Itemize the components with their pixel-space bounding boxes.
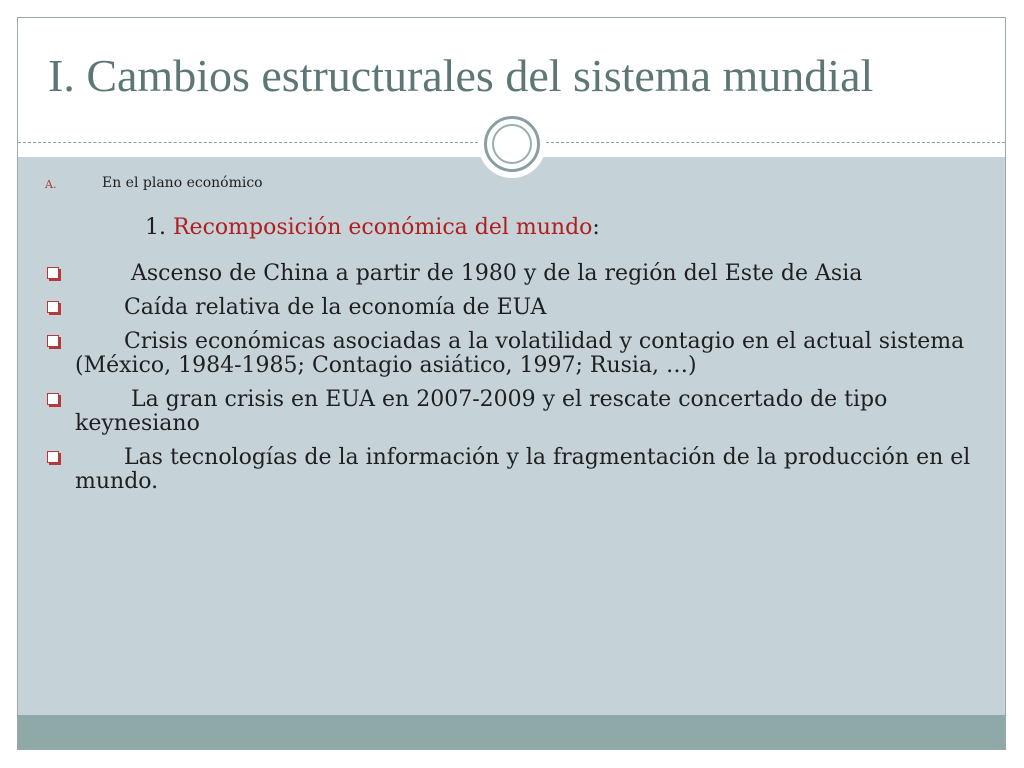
- list-item: [45, 262, 985, 286]
- square-bullet-icon: [47, 335, 59, 347]
- square-bullet-icon: [47, 267, 59, 279]
- square-bullet-icon: [47, 301, 59, 313]
- list-item-text: Caída relativa de la economía de EUA: [75, 295, 547, 320]
- footer-band: [18, 715, 1005, 749]
- section-label: En el plano económico: [102, 175, 263, 191]
- list-item: [45, 446, 985, 494]
- list-item-text: Ascenso de China a partir de 1980 y de la región del Este de Asia: [75, 261, 863, 286]
- subheading-suffix: :: [592, 215, 600, 240]
- section-marker: A.: [45, 178, 57, 191]
- list-item: [45, 296, 985, 320]
- list-item-text: Crisis económicas asociadas a la volatilidad y contagio en el actual sistema (México, 1984-1985; Contagio asiático, 1997; Rusia, …): [75, 329, 972, 378]
- list-item: [45, 388, 985, 436]
- subheading: [145, 214, 600, 242]
- title-divider-left: [18, 142, 478, 143]
- list-item-text: Las tecnologías de la información y la fragmentación de la producción en el mundo.: [75, 445, 978, 494]
- title-divider-right: [546, 142, 1005, 143]
- list-item: [45, 330, 985, 378]
- subheading-number: 1.: [145, 215, 173, 240]
- slide-title: I. Cambios estructurales del sistema mundial: [48, 50, 874, 101]
- bullet-list: [45, 262, 985, 504]
- subheading-text: Recomposición económica del mundo: [172, 215, 593, 240]
- circle-ornament-inner: [492, 124, 532, 164]
- square-bullet-icon: [47, 393, 59, 405]
- list-item-text: La gran crisis en EUA en 2007-2009 y el rescate concertado de tipo keynesiano: [75, 387, 895, 436]
- square-bullet-icon: [47, 451, 59, 463]
